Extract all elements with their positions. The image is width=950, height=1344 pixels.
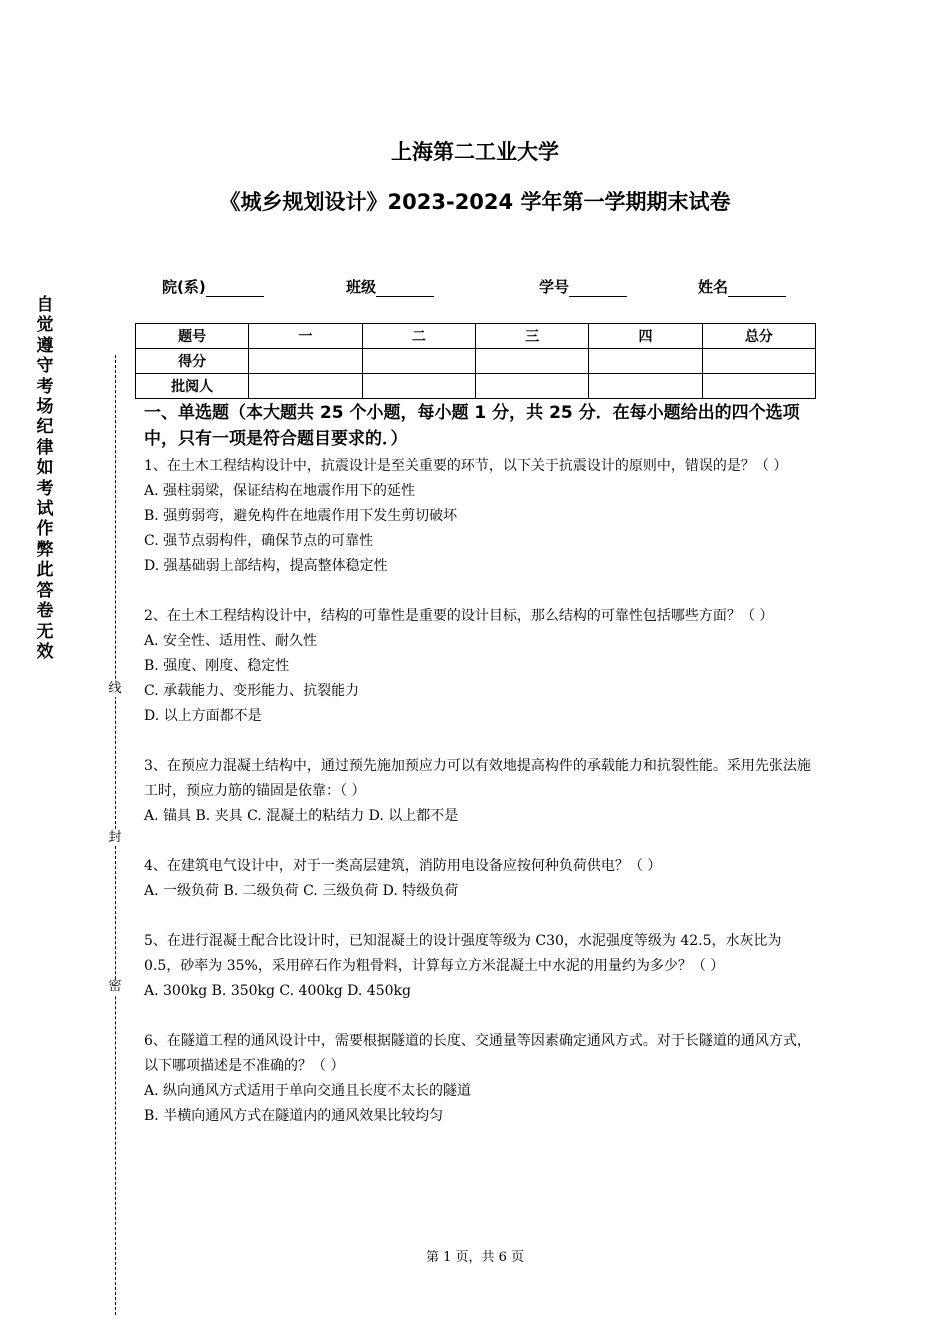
- option[interactable]: A. 300kg B. 350kg C. 400kg D. 450kg: [144, 983, 411, 999]
- question-text: 1、在土木工程结构设计中，抗震设计是至关重要的环节，以下关于抗震设计的原则中，错误的是？（ ）: [144, 458, 788, 474]
- department-label: 院(系): [162, 278, 206, 296]
- score-header-cell: 题号: [136, 324, 249, 349]
- option[interactable]: A. 一级负荷 B. 二级负荷 C. 三级负荷 D. 特级负荷: [144, 883, 459, 899]
- option[interactable]: A. 强柱弱梁，保证结构在地震作用下的延性: [144, 483, 416, 499]
- department-blank[interactable]: [206, 282, 264, 297]
- class-blank[interactable]: [376, 282, 434, 297]
- binding-mark-secret: 密: [106, 979, 124, 995]
- question-text: 5、在进行混凝土配合比设计时，已知混凝土的设计强度等级为 C30，水泥强度等级为 42.5，水灰比为 0.5，砂率为 35%，采用碎石作为粗骨料，计算每立方米混凝土中水泥的用量约为多少？（ ）: [144, 933, 782, 974]
- option[interactable]: B. 强剪弱弯，避免构件在地震作用下发生剪切破坏: [144, 508, 458, 524]
- option[interactable]: D. 以上方面都不是: [144, 708, 262, 724]
- score-header-cell: 二: [362, 324, 475, 349]
- question-text: 4、在建筑电气设计中，对于一类高层建筑，消防用电设备应按何种负荷供电？（ ）: [144, 858, 662, 874]
- question: [144, 1029, 814, 1129]
- option[interactable]: B. 强度、刚度、稳定性: [144, 658, 290, 674]
- score-header-cell: 总分: [702, 324, 815, 349]
- score-table: [135, 323, 816, 399]
- exam-title: 《城乡规划设计》2023-2024 学年第一学期期末试卷: [219, 190, 731, 214]
- question: [144, 604, 814, 729]
- option[interactable]: A. 纵向通风方式适用于单向交通且长度不太长的隧道: [144, 1083, 472, 1099]
- score-cell[interactable]: [589, 349, 702, 374]
- grader-cell[interactable]: [362, 374, 475, 399]
- grader-row-label: 批阅人: [136, 374, 249, 399]
- grader-cell[interactable]: [702, 374, 815, 399]
- grader-row: [136, 374, 816, 399]
- name-label: 姓名: [698, 278, 729, 296]
- student-id-field: [539, 276, 627, 297]
- score-row: [136, 349, 816, 374]
- name-blank[interactable]: [728, 282, 786, 297]
- exam-discipline-notice: 自觉遵守考场纪律如考试作弊此答卷无效: [36, 295, 54, 662]
- option[interactable]: A. 锚具 B. 夹具 C. 混凝土的粘结力 D. 以上都不是: [144, 808, 459, 824]
- section-heading: 一、单选题（本大题共 25 个小题，每小题 1 分，共 25 分．在每小题给出的四个选项中，只有一项是符合题目要求的．）: [144, 403, 800, 449]
- question-text: 6、在隧道工程的通风设计中，需要根据隧道的长度、交通量等因素确定通风方式。对于长隧道的通风方式，以下哪项描述是不准确的？（ ）: [144, 1033, 811, 1074]
- question: [144, 454, 814, 579]
- score-cell[interactable]: [362, 349, 475, 374]
- page-number: 第 1 页，共 6 页: [425, 1250, 525, 1265]
- school-name: 上海第二工业大学: [391, 140, 559, 164]
- question: [144, 854, 814, 904]
- student-id-label: 学号: [539, 278, 570, 296]
- grader-cell[interactable]: [249, 374, 362, 399]
- option[interactable]: D. 强基础弱上部结构，提高整体稳定性: [144, 558, 388, 574]
- score-cell[interactable]: [702, 349, 815, 374]
- option[interactable]: C. 承载能力、变形能力、抗裂能力: [144, 683, 360, 699]
- student-id-blank[interactable]: [569, 282, 627, 297]
- score-table-header-row: [136, 324, 816, 349]
- score-cell[interactable]: [249, 349, 362, 374]
- question-text: 2、在土木工程结构设计中，结构的可靠性是重要的设计目标，那么结构的可靠性包括哪些方面？（ ）: [144, 608, 774, 624]
- option[interactable]: C. 强节点弱构件，确保节点的可靠性: [144, 533, 374, 549]
- binding-mark-line: 线: [106, 681, 124, 697]
- binding-mark-seal: 封: [106, 830, 124, 846]
- option[interactable]: A. 安全性、适用性、耐久性: [144, 633, 318, 649]
- score-header-cell: 一: [249, 324, 362, 349]
- department-field: [162, 276, 264, 297]
- class-label: 班级: [346, 278, 377, 296]
- class-field: [346, 276, 434, 297]
- name-field: [698, 276, 786, 297]
- score-header-cell: 四: [589, 324, 702, 349]
- score-header-cell: 三: [475, 324, 588, 349]
- score-cell[interactable]: [475, 349, 588, 374]
- score-row-label: 得分: [136, 349, 249, 374]
- question: [144, 754, 814, 829]
- grader-cell[interactable]: [589, 374, 702, 399]
- option[interactable]: B. 半横向通风方式在隧道内的通风效果比较均匀: [144, 1108, 444, 1124]
- question-text: 3、在预应力混凝土结构中，通过预先施加预应力可以有效地提高构件的承载能力和抗裂性能。采用先张法施工时，预应力筋的锚固是依靠：（ ）: [144, 758, 811, 799]
- grader-cell[interactable]: [475, 374, 588, 399]
- exam-content: [144, 400, 814, 1129]
- question: [144, 929, 814, 1004]
